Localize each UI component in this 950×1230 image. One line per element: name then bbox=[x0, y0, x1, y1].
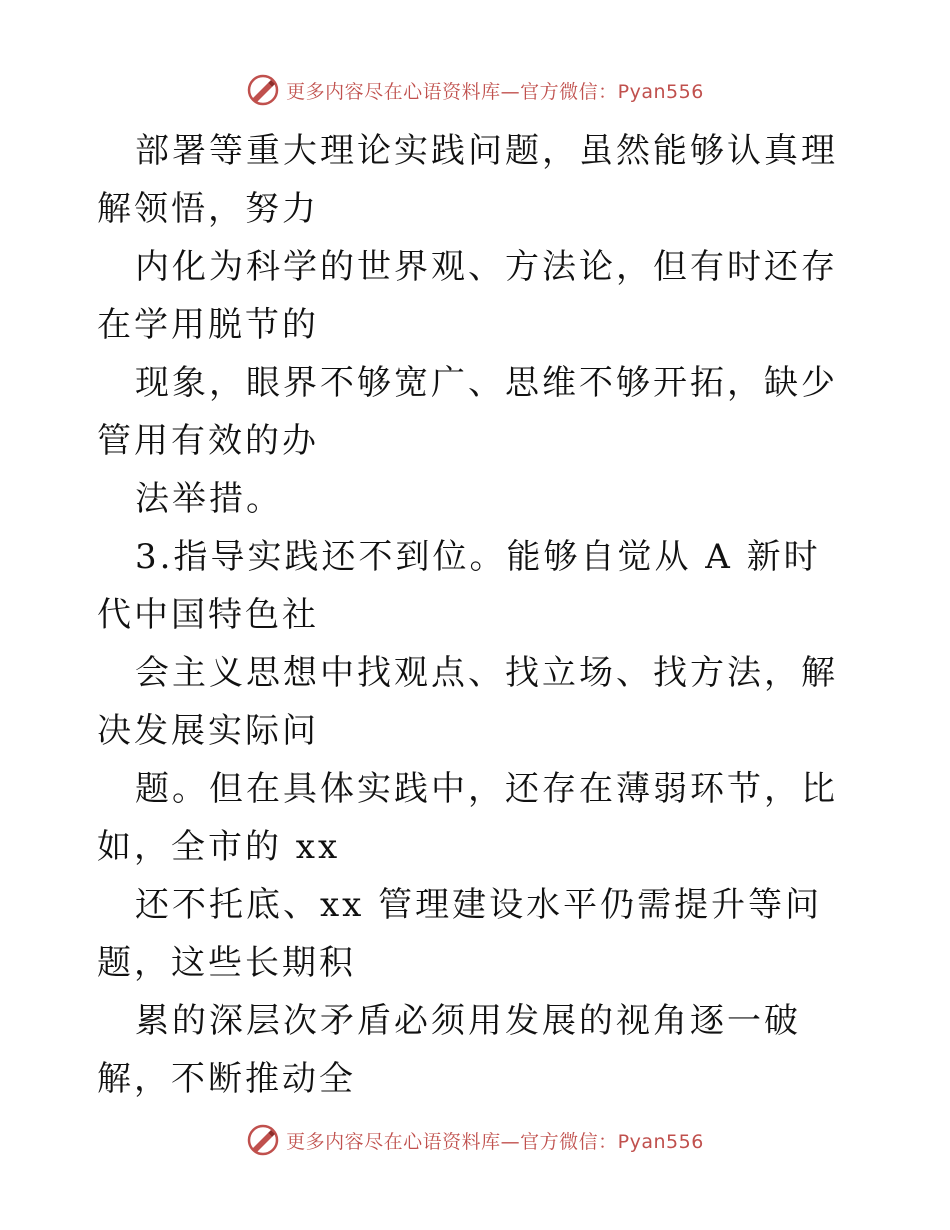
paragraph-6: 会主义思想中找观点、找立场、找方法，解决发展实际问 bbox=[97, 653, 838, 751]
document-body bbox=[97, 122, 857, 1108]
paragraph-9: 累的深层次矛盾必须用发展的视角逐一破解，不断推动全 bbox=[97, 1001, 801, 1099]
header-watermark bbox=[0, 68, 950, 112]
paragraph-2: 内化为科学的世界观、方法论，但有时还存在学用脱节的 bbox=[97, 247, 838, 345]
paragraph-7: 题。但在具体实践中，还存在薄弱环节，比如，全市的 xx bbox=[97, 769, 838, 867]
paragraph-1: 部署等重大理论实践问题，虽然能够认真理解领悟，努力 bbox=[97, 131, 838, 229]
pen-circle-logo-icon bbox=[246, 1123, 280, 1157]
footer-watermark bbox=[0, 1118, 950, 1162]
watermark-text: 更多内容尽在心语资料库—官方微信：Pyan556 bbox=[286, 1130, 704, 1153]
watermark-text: 更多内容尽在心语资料库—官方微信：Pyan556 bbox=[286, 80, 704, 103]
paragraph-5: 3.指导实践还不到位。能够自觉从 A 新时代中国特色社 bbox=[97, 537, 821, 635]
paragraph-3: 现象，眼界不够宽广、思维不够开拓，缺少管用有效的办 bbox=[97, 363, 838, 461]
paragraph-8: 还不托底、xx 管理建设水平仍需提升等问题，这些长期积 bbox=[97, 885, 823, 983]
paragraph-4: 法举措。 bbox=[135, 479, 283, 519]
pen-circle-logo-icon bbox=[246, 73, 280, 107]
